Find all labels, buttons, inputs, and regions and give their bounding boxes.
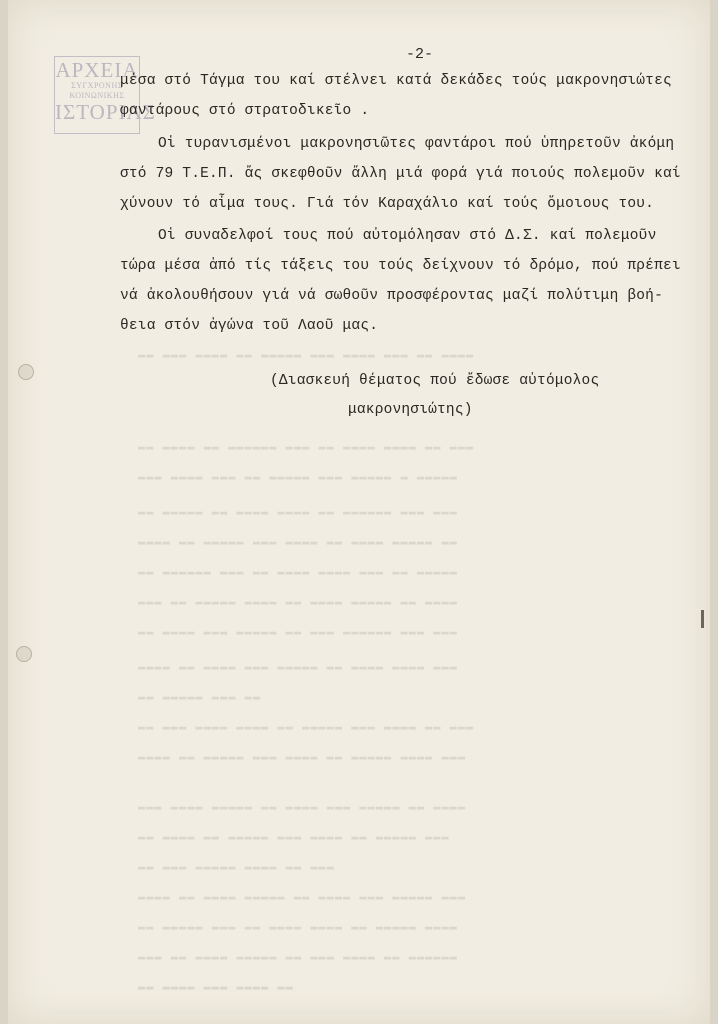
- stamp-line-1: ΑΡΧΕΙΑ: [55, 58, 139, 82]
- text-line-3: Οἱ τυρανισμένοι μακρονησιῶτες φαντάροι πού ὑπηρετοῦν ἀκόμη: [158, 136, 675, 152]
- text-line-9: θεια στόν ἀγώνα τοῦ Λαοῦ μας.: [120, 318, 379, 334]
- text-line-11: μακρονησιώτης): [348, 402, 473, 418]
- text-line-10: (Διασκευή θέματος πού ἔδωσε αὐτόμολος: [270, 373, 600, 389]
- text-line-5: χύνουν τό αἷμα τους. Γιά τόν Καραχάλιο καί τούς ὅμοιους του.: [120, 196, 655, 212]
- stamp-line-2: ΣΥΓΧΡΟΝΗΣ ΚΟΙΝΩΝΙΚΗΣ: [69, 81, 125, 100]
- archive-stamp: [54, 56, 156, 134]
- text-line-8: νά ἀκολουθήσουν γιά νά σωθοῦν προσφέροντας μαζί πολύτιμη βοή-: [120, 288, 663, 304]
- document-page: ΑΡΧΕΙΑ ΣΥΓΧΡΟΝΗΣ ΚΟΙΝΩΝΙΚΗΣ ΙΣΤΟΡΙΑΣ -2- μέσα στό Τάγμα του καί στέλνει κατά δεκάδες τούς μακρονησιώτες φαντάρους στό στρατοδικεῖο . Οἱ τυρανισμένοι μακρονησιῶτες φαντάροι πού ὑπηρετοῦν ἀκόμη στό 79 Τ.Ε.Π. ἄς σκεφθοῦν ἄλλη μιά φορά γιά ποιούς πολεμοῦν καί χύνουν τό αἷμα τους. Γιά τόν Καραχάλιο καί τούς ὅμοιους του. Οἱ συναδελφοί τους πού αὐτομόλησαν στό Δ.Σ. καί πολεμοῦν τώρα μέσα ἀπό τίς τάξεις του τούς δείχνουν τό δρόμο, πού πρέπει νά ἀκολουθήσουν γιά νά σωθοῦν προσφέροντας μαζί πολύτιμη βοή- θεια στόν ἀγώνα τοῦ Λαοῦ μας. (Διασκευή θέματος πού ἔδωσε αὐτόμολος μακρονησιώτης) ▬▬ ▬▬▬ ▬▬▬▬ ▬▬ ▬▬▬▬▬ ▬▬▬ ▬▬▬▬ ▬▬▬ ▬▬ ▬▬▬▬ ▬▬ ▬▬▬▬ ▬▬ ▬▬▬▬▬▬ ▬▬▬ ▬▬ ▬▬▬▬ ▬▬▬▬ ▬▬ ▬▬▬ ▬▬▬ ▬▬▬▬ ▬▬▬ ▬▬ ▬▬▬▬▬ ▬▬▬ ▬▬▬▬▬ ▬ ▬▬▬▬▬ ▬▬ ▬▬▬▬▬ ▬▬ ▬▬▬▬ ▬▬▬▬ ▬▬ ▬▬▬▬▬▬ ▬▬▬ ▬▬▬ ▬▬▬▬ ▬▬ ▬▬▬▬▬ ▬▬▬ ▬▬▬▬ ▬▬ ▬▬▬▬ ▬▬▬▬▬ ▬▬ ▬▬ ▬▬▬▬▬▬ ▬▬▬ ▬▬ ▬▬▬▬ ▬▬▬▬ ▬▬▬ ▬▬ ▬▬▬▬▬ ▬▬▬ ▬▬ ▬▬▬▬▬ ▬▬▬▬ ▬▬ ▬▬▬▬ ▬▬▬▬▬ ▬▬ ▬▬▬▬ ▬▬ ▬▬▬▬ ▬▬▬ ▬▬▬▬▬ ▬▬ ▬▬▬ ▬▬▬▬▬▬ ▬▬▬ ▬▬▬ ▬▬▬▬ ▬▬ ▬▬▬▬ ▬▬▬ ▬▬▬▬▬ ▬▬ ▬▬▬▬ ▬▬▬▬ ▬▬▬ ▬▬ ▬▬▬▬▬ ▬▬▬ ▬▬ ▬▬ ▬▬▬ ▬▬▬▬ ▬▬▬▬ ▬▬ ▬▬▬▬▬ ▬▬▬ ▬▬▬▬ ▬▬ ▬▬▬ ▬▬▬▬ ▬▬ ▬▬▬▬▬ ▬▬▬ ▬▬▬▬ ▬▬ ▬▬▬▬▬ ▬▬▬▬ ▬▬▬ ▬▬▬ ▬▬▬▬ ▬▬▬▬▬ ▬▬ ▬▬▬▬ ▬▬▬ ▬▬▬▬▬ ▬▬ ▬▬▬▬ ▬▬ ▬▬▬▬ ▬▬ ▬▬▬▬▬ ▬▬▬ ▬▬▬▬ ▬▬ ▬▬▬▬▬ ▬▬▬ ▬▬ ▬▬▬ ▬▬▬▬▬ ▬▬▬▬ ▬▬ ▬▬▬ ▬▬▬▬ ▬▬ ▬▬▬▬ ▬▬▬▬▬ ▬▬ ▬▬▬▬ ▬▬▬ ▬▬▬▬▬ ▬▬▬ ▬▬ ▬▬▬▬▬ ▬▬▬ ▬▬ ▬▬▬▬ ▬▬▬▬ ▬▬ ▬▬▬▬▬ ▬▬▬▬ ▬▬▬ ▬▬ ▬▬▬▬ ▬▬▬▬▬ ▬▬ ▬▬▬ ▬▬▬▬ ▬▬ ▬▬▬▬▬▬ ▬▬ ▬▬▬▬ ▬▬▬ ▬▬▬▬ ▬▬: [8, 0, 710, 1024]
- punch-hole-top: [18, 364, 34, 380]
- edge-mark: [701, 610, 704, 628]
- text-line-2: φαντάρους στό στρατοδικεῖο .: [120, 103, 370, 119]
- text-line-4: στό 79 Τ.Ε.Π. ἄς σκεφθοῦν ἄλλη μιά φορά γιά ποιούς πολεμοῦν καί: [120, 166, 681, 182]
- punch-hole-bottom: [16, 646, 32, 662]
- stamp-line-3: ΙΣΤΟΡΙΑΣ: [55, 100, 156, 124]
- text-line-6: Οἱ συναδελφοί τους πού αὐτομόλησαν στό Δ.Σ. καί πολεμοῦν: [158, 228, 657, 244]
- page-number: -2-: [406, 46, 434, 63]
- text-line-1: μέσα στό Τάγμα του καί στέλνει κατά δεκάδες τούς μακρονησιώτες: [120, 73, 672, 89]
- text-line-7: τώρα μέσα ἀπό τίς τάξεις του τούς δείχνουν τό δρόμο, πού πρέπει: [120, 258, 681, 274]
